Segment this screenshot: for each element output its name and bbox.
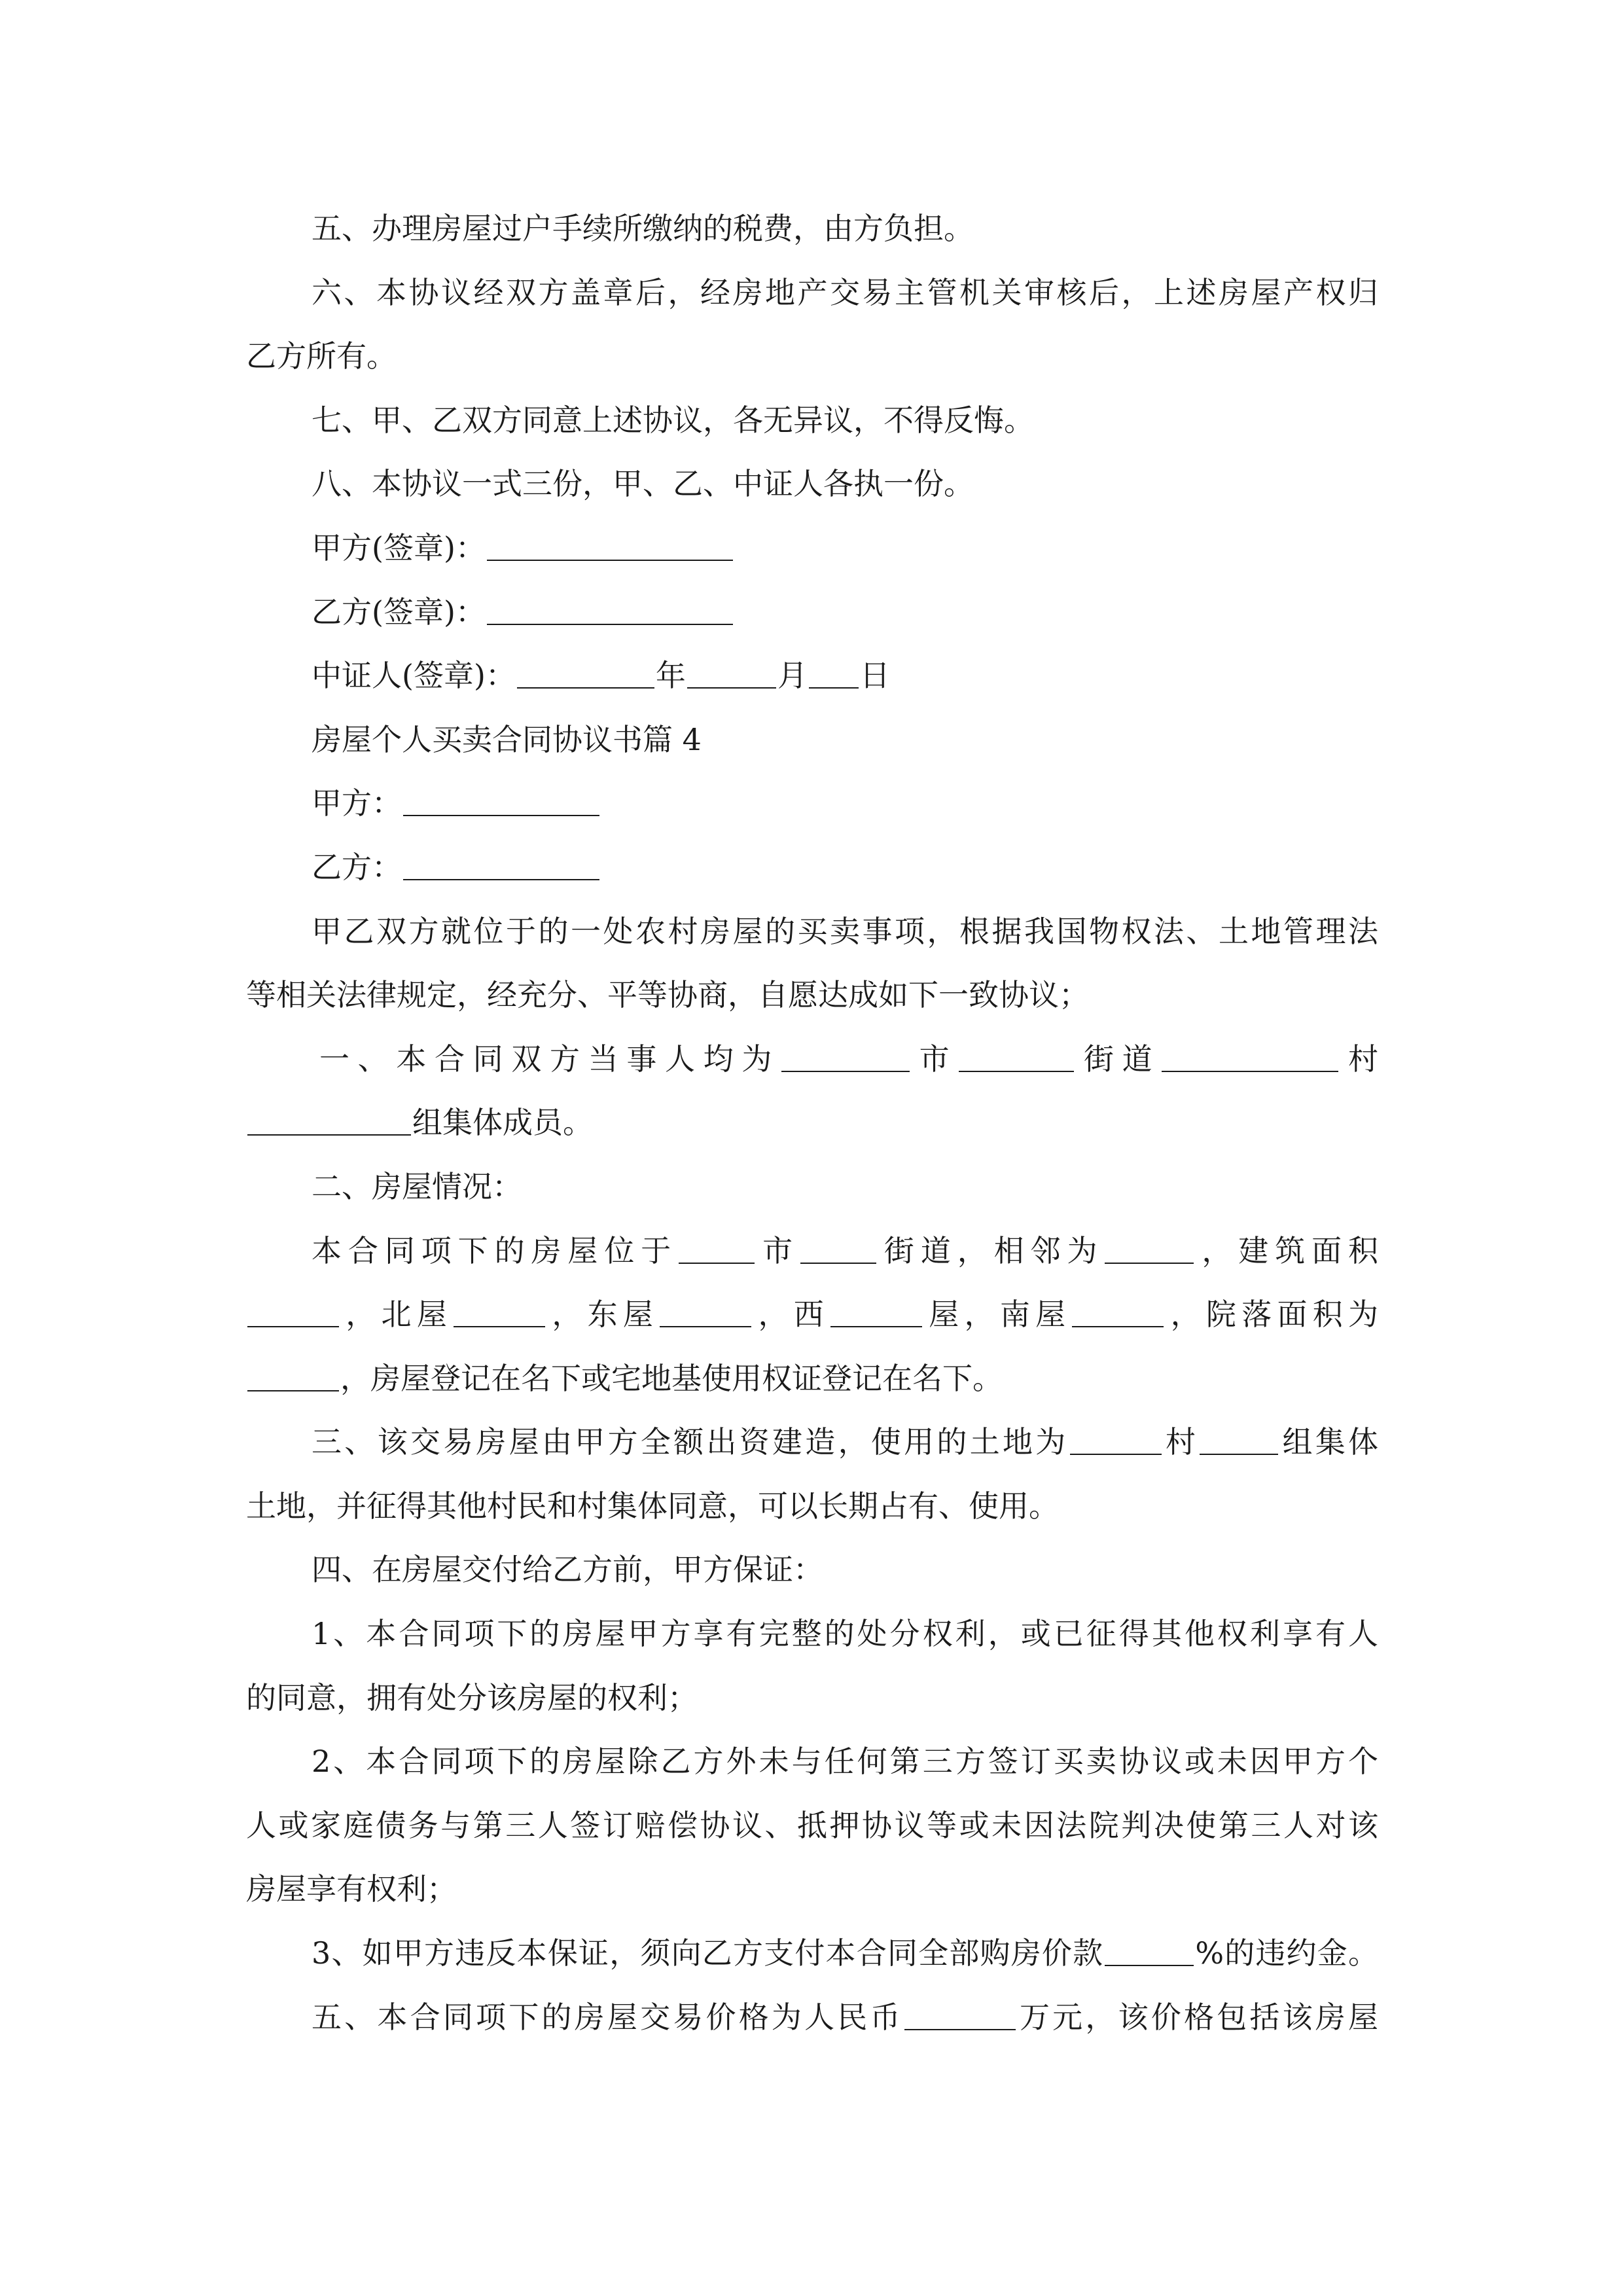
clause-6-line2: 乙方所有。 <box>246 338 397 374</box>
date-blank <box>809 657 859 689</box>
fill-blank <box>1070 1424 1162 1455</box>
clause-2-heading: 二、房屋情况： <box>312 1168 522 1204</box>
clause-1-line2: 组集体成员。 <box>246 1091 1378 1155</box>
clause-6-line1: 六、本协议经双方盖章后，经房地产交易主管机关审核后，上述房屋产权归 <box>312 274 1378 310</box>
clause-1-line1: 一、本合同双方当事人均为 市 街道 村 <box>319 1041 1379 1077</box>
clause-2-line3: ，房屋登记在名下或宅地基使用权证登记在名下。 <box>246 1347 1378 1411</box>
fill-blank <box>800 1232 876 1264</box>
section-heading: 房屋个人买卖合同协议书篇 4 <box>312 721 702 757</box>
item-1-line2: 的同意，拥有处分该房屋的权利； <box>246 1679 698 1715</box>
fill-blank <box>1072 1296 1164 1327</box>
fill-blank <box>904 1999 1016 2030</box>
signature-party-a: 甲方(签章)： <box>246 516 1378 581</box>
fill-blank <box>830 1296 922 1327</box>
clause-4-heading: 四、在房屋交付给乙方前，甲方保证： <box>312 1552 823 1588</box>
intro-line1: 甲乙双方就位于的一处农村房屋的买卖事项，根据我国物权法、土地管理法 <box>312 913 1378 949</box>
fill-blank <box>454 1296 545 1327</box>
item-2-line1: 2、本合同项下的房屋除乙方外未与任何第三方签订买卖协议或未因甲方个 <box>312 1744 1378 1780</box>
fill-blank <box>1105 1232 1194 1264</box>
fill-blank <box>1105 1935 1194 1966</box>
signature-party-b: 乙方(签章)： <box>246 581 1378 645</box>
item-3: 3、如甲方违反本保证，须向乙方支付本合同全部购房价款 %的违约金。 <box>312 1935 1378 1971</box>
signature-blank <box>487 594 733 625</box>
document-body <box>246 197 1378 2049</box>
item-2-line3: 房屋享有权利； <box>246 1871 457 1907</box>
fill-blank <box>1200 1424 1278 1455</box>
fill-blank <box>247 1296 339 1327</box>
fill-blank <box>679 1232 755 1264</box>
clause-8: 八、本协议一式三份，甲、乙、中证人各执一份。 <box>312 466 974 502</box>
item-1-line1: 1、本合同项下的房屋甲方享有完整的处分权利，或已征得其他权利享有人 <box>312 1616 1378 1652</box>
fill-blank <box>660 1296 751 1327</box>
fill-blank <box>247 1360 339 1391</box>
section-party-b: 乙方： <box>246 836 1378 900</box>
clause-2-line1: 本合同项下的房屋位于 市 街道，相邻为 ，建筑面积 <box>312 1232 1379 1268</box>
signature-witness: 中证人(签章)： 年 月 日 <box>312 658 890 694</box>
signature-blank <box>487 529 733 561</box>
intro-line2: 等相关法律规定，经充分、平等协商，自愿达成如下一致协议； <box>246 977 1089 1013</box>
party-blank <box>403 849 599 880</box>
clause-3-line2: 土地，并征得其他村民和村集体同意，可以长期占有、使用。 <box>246 1488 1059 1524</box>
item-2-line2: 人或家庭债务与第三人签订赔偿协议、抵押协议等或未因法院判决使第三人对该 <box>246 1807 1378 1843</box>
fill-blank <box>247 1104 411 1136</box>
clause-3-line1: 三、该交易房屋由甲方全额出资建造，使用的土地为 村 组集体 <box>312 1424 1379 1460</box>
section-party-a: 甲方： <box>246 772 1378 836</box>
clause-2-line2: ，北屋 ，东屋 ，西 屋，南屋 ，院落面积为 <box>246 1283 1378 1347</box>
date-blank <box>687 657 776 689</box>
clause-5-tax: 五、办理房屋过户手续所缴纳的税费，由方负担。 <box>312 211 974 246</box>
clause-5-price: 五、本合同项下的房屋交易价格为人民币 万元，该价格包括该房屋 <box>312 1999 1379 2035</box>
party-blank <box>403 785 599 816</box>
clause-7: 七、甲、乙双方同意上述协议，各无异议，不得反悔。 <box>312 402 1034 438</box>
date-blank <box>517 657 654 689</box>
fill-blank <box>1162 1041 1338 1072</box>
fill-blank <box>781 1041 910 1072</box>
fill-blank <box>959 1041 1074 1072</box>
